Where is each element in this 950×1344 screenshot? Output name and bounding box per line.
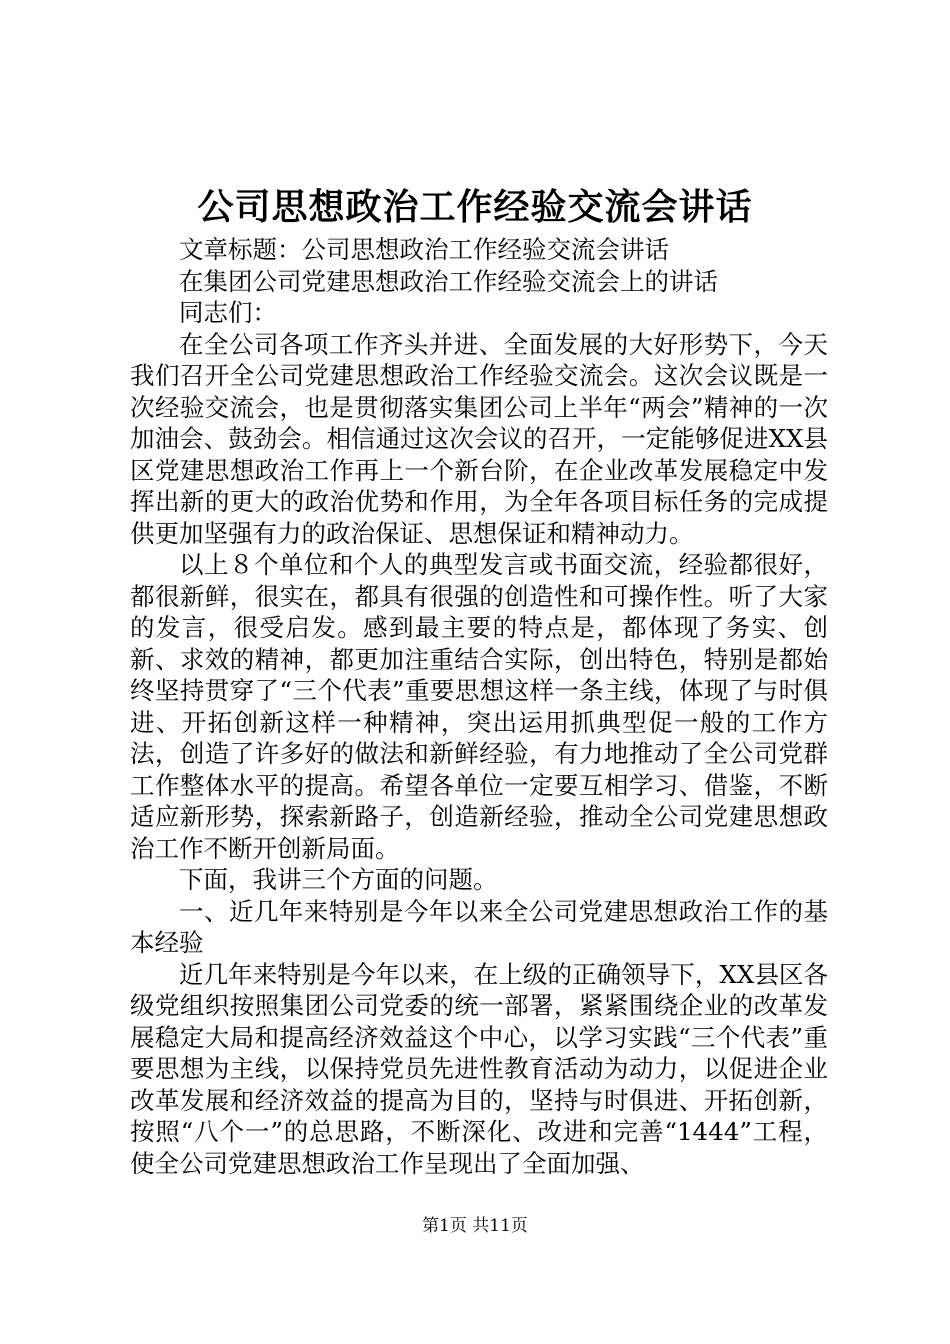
body-paragraph: 以上８个单位和个人的典型发言或书面交流，经验都很好，都很新鲜，很实在，都具有很强的创造性和可操作性。听了大家的发言，很受启发。感到最主要的特点是，都体现了务实、创新、求效的精神，都更加注重结合实际，创出特色，特别是都始终坚持贯穿了“三个代表”重要思想这样一条主线，体现了与时俱进、开拓创新这样一种精神，突出运用抓典型促一般的工作方法，创造了许多好的做法和新鲜经验，有力地推动了全公司党群工作整体水平的提高。希望各单位一定要互相学习、借鉴，不断适应新形势，探索新路子，创造新经验，推动全公司党建思想政治工作不断开创新局面。: [130, 550, 828, 863]
speech-subtitle: 在集团公司党建思想政治工作经验交流会上的讲话: [179, 266, 718, 296]
article-title-line: 文章标题：公司思想政治工作经验交流会讲话: [179, 235, 669, 264]
section-heading: 一、近几年来特别是今年以来全公司党建思想政治工作的基本经验: [130, 896, 828, 957]
body-paragraph: 下面，我讲三个方面的问题。: [179, 865, 498, 894]
body-paragraph: 在全公司各项工作齐头并进、全面发展的大好形势下，今天我们召开全公司党建思想政治工作经验交流会。这次会议既是一次经验交流会，也是贯彻落实集团公司上半年“两会”精神的一次加油会、鼓劲会。相信通过这次会议的召开，一定能够促进XX县区党建思想政治工作再上一个新台阶，在企业改革发展稳定中发挥出新的更大的政治优势和作用，为全年各项目标任务的完成提供更加坚强有力的政治保证、思想保证和精神动力。: [130, 329, 828, 548]
page-footer: 第1页 共11页: [422, 1216, 528, 1236]
document-body: [130, 234, 828, 1179]
document-title: 公司思想政治工作经验交流会讲话: [197, 186, 753, 228]
body-paragraph: 近几年来特别是今年以来，在上级的正确领导下，XX县区各级党组织按照集团公司党委的统一部署，紧紧围绕企业的改革发展稳定大局和提高经济效益这个中心，以学习实践“三个代表”重要思想为主线，以保持党员先进性教育活动为动力，以促进企业改革发展和经济效益的提高为目的，坚持与时俱进、开拓创新，按照“八个一”的总思路，不断深化、改进和完善“1444”工程，使全公司党建思想政治工作呈现出了全面加强、: [130, 959, 828, 1178]
salutation: 同志们：: [179, 298, 277, 327]
